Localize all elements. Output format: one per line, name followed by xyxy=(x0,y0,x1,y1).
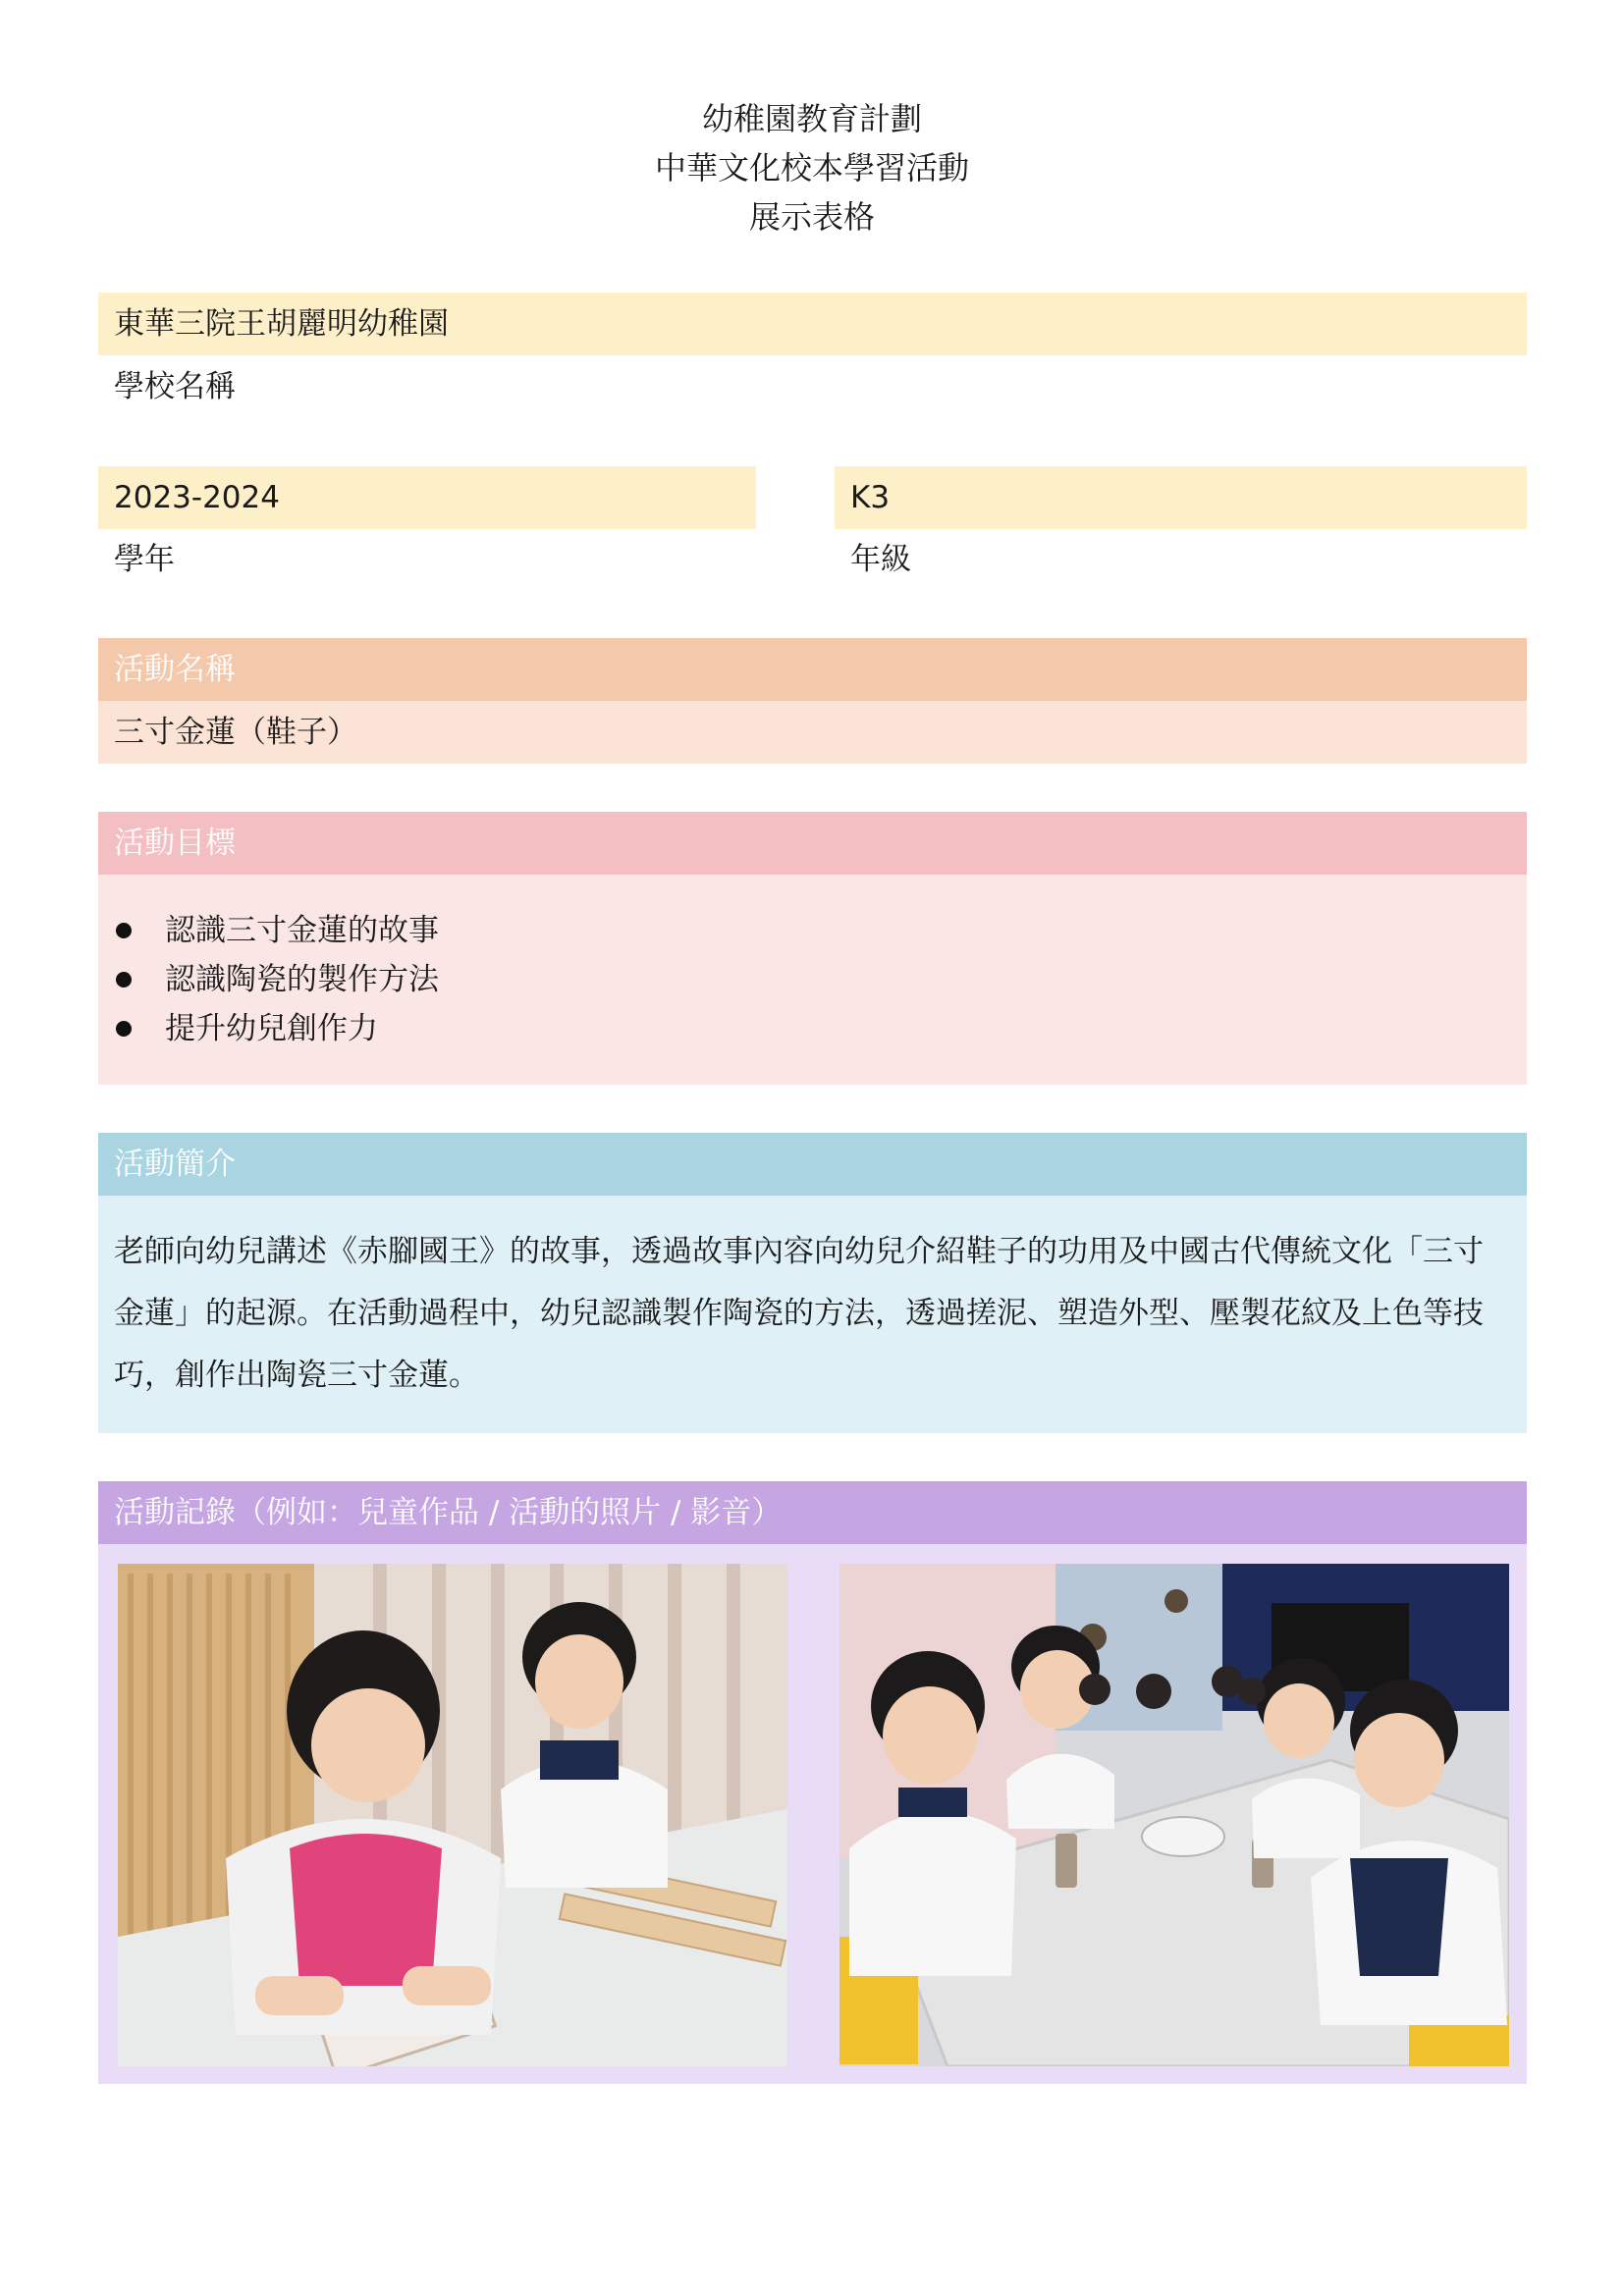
objective-text: 認識陶瓷的製作方法 xyxy=(165,962,439,997)
activity-name-heading: 活動名稱 xyxy=(98,638,1527,701)
objectives-list xyxy=(114,906,1527,1053)
activity-photo-1 xyxy=(118,1564,787,2066)
bullet-icon xyxy=(116,923,132,938)
form-header xyxy=(0,94,1624,241)
activity-photo-2 xyxy=(839,1564,1509,2066)
objective-item xyxy=(114,1004,1527,1053)
school-name-label: 學校名稱 xyxy=(114,369,236,404)
objective-text: 認識三寸金蓮的故事 xyxy=(165,913,439,948)
header-title-line1: 幼稚園教育計劃 xyxy=(701,100,922,137)
grade-value: K3 xyxy=(835,466,1527,529)
header-title-line2: 中華文化校本學習活動 xyxy=(654,149,969,187)
objectives-heading: 活動目標 xyxy=(98,812,1527,875)
records-heading: 活動記錄（例如：兒童作品 / 活動的照片 / 影音） xyxy=(98,1481,1527,1544)
photo-children-pressing-clay-image xyxy=(118,1564,787,2066)
grade-label: 年級 xyxy=(850,542,911,577)
activity-name-value: 三寸金蓮（鞋子） xyxy=(98,701,1527,764)
school-year-value: 2023-2024 xyxy=(98,466,756,529)
school-name-value: 東華三院王胡麗明幼稚園 xyxy=(98,293,1527,355)
objective-item xyxy=(114,906,1527,955)
photo-children-painting-image xyxy=(839,1564,1509,2066)
objectives-panel xyxy=(98,875,1527,1085)
objective-item xyxy=(114,955,1527,1004)
objective-text: 提升幼兒創作力 xyxy=(165,1011,378,1046)
bullet-icon xyxy=(116,972,132,988)
school-year-label: 學年 xyxy=(114,542,175,577)
bullet-icon xyxy=(116,1021,132,1037)
header-title-line3: 展示表格 xyxy=(748,198,875,236)
introduction-panel xyxy=(98,1196,1527,1433)
introduction-heading: 活動簡介 xyxy=(98,1133,1527,1196)
introduction-text: 老師向幼兒講述《赤腳國王》的故事，透過故事內容向幼兒介紹鞋子的功用及中國古代傳統文化「三寸金蓮」的起源。在活動過程中，幼兒認識製作陶瓷的方法，透過搓泥、塑造外型、壓製花紋及上色等技巧，創作出陶瓷三寸金蓮。 xyxy=(114,1234,1484,1393)
